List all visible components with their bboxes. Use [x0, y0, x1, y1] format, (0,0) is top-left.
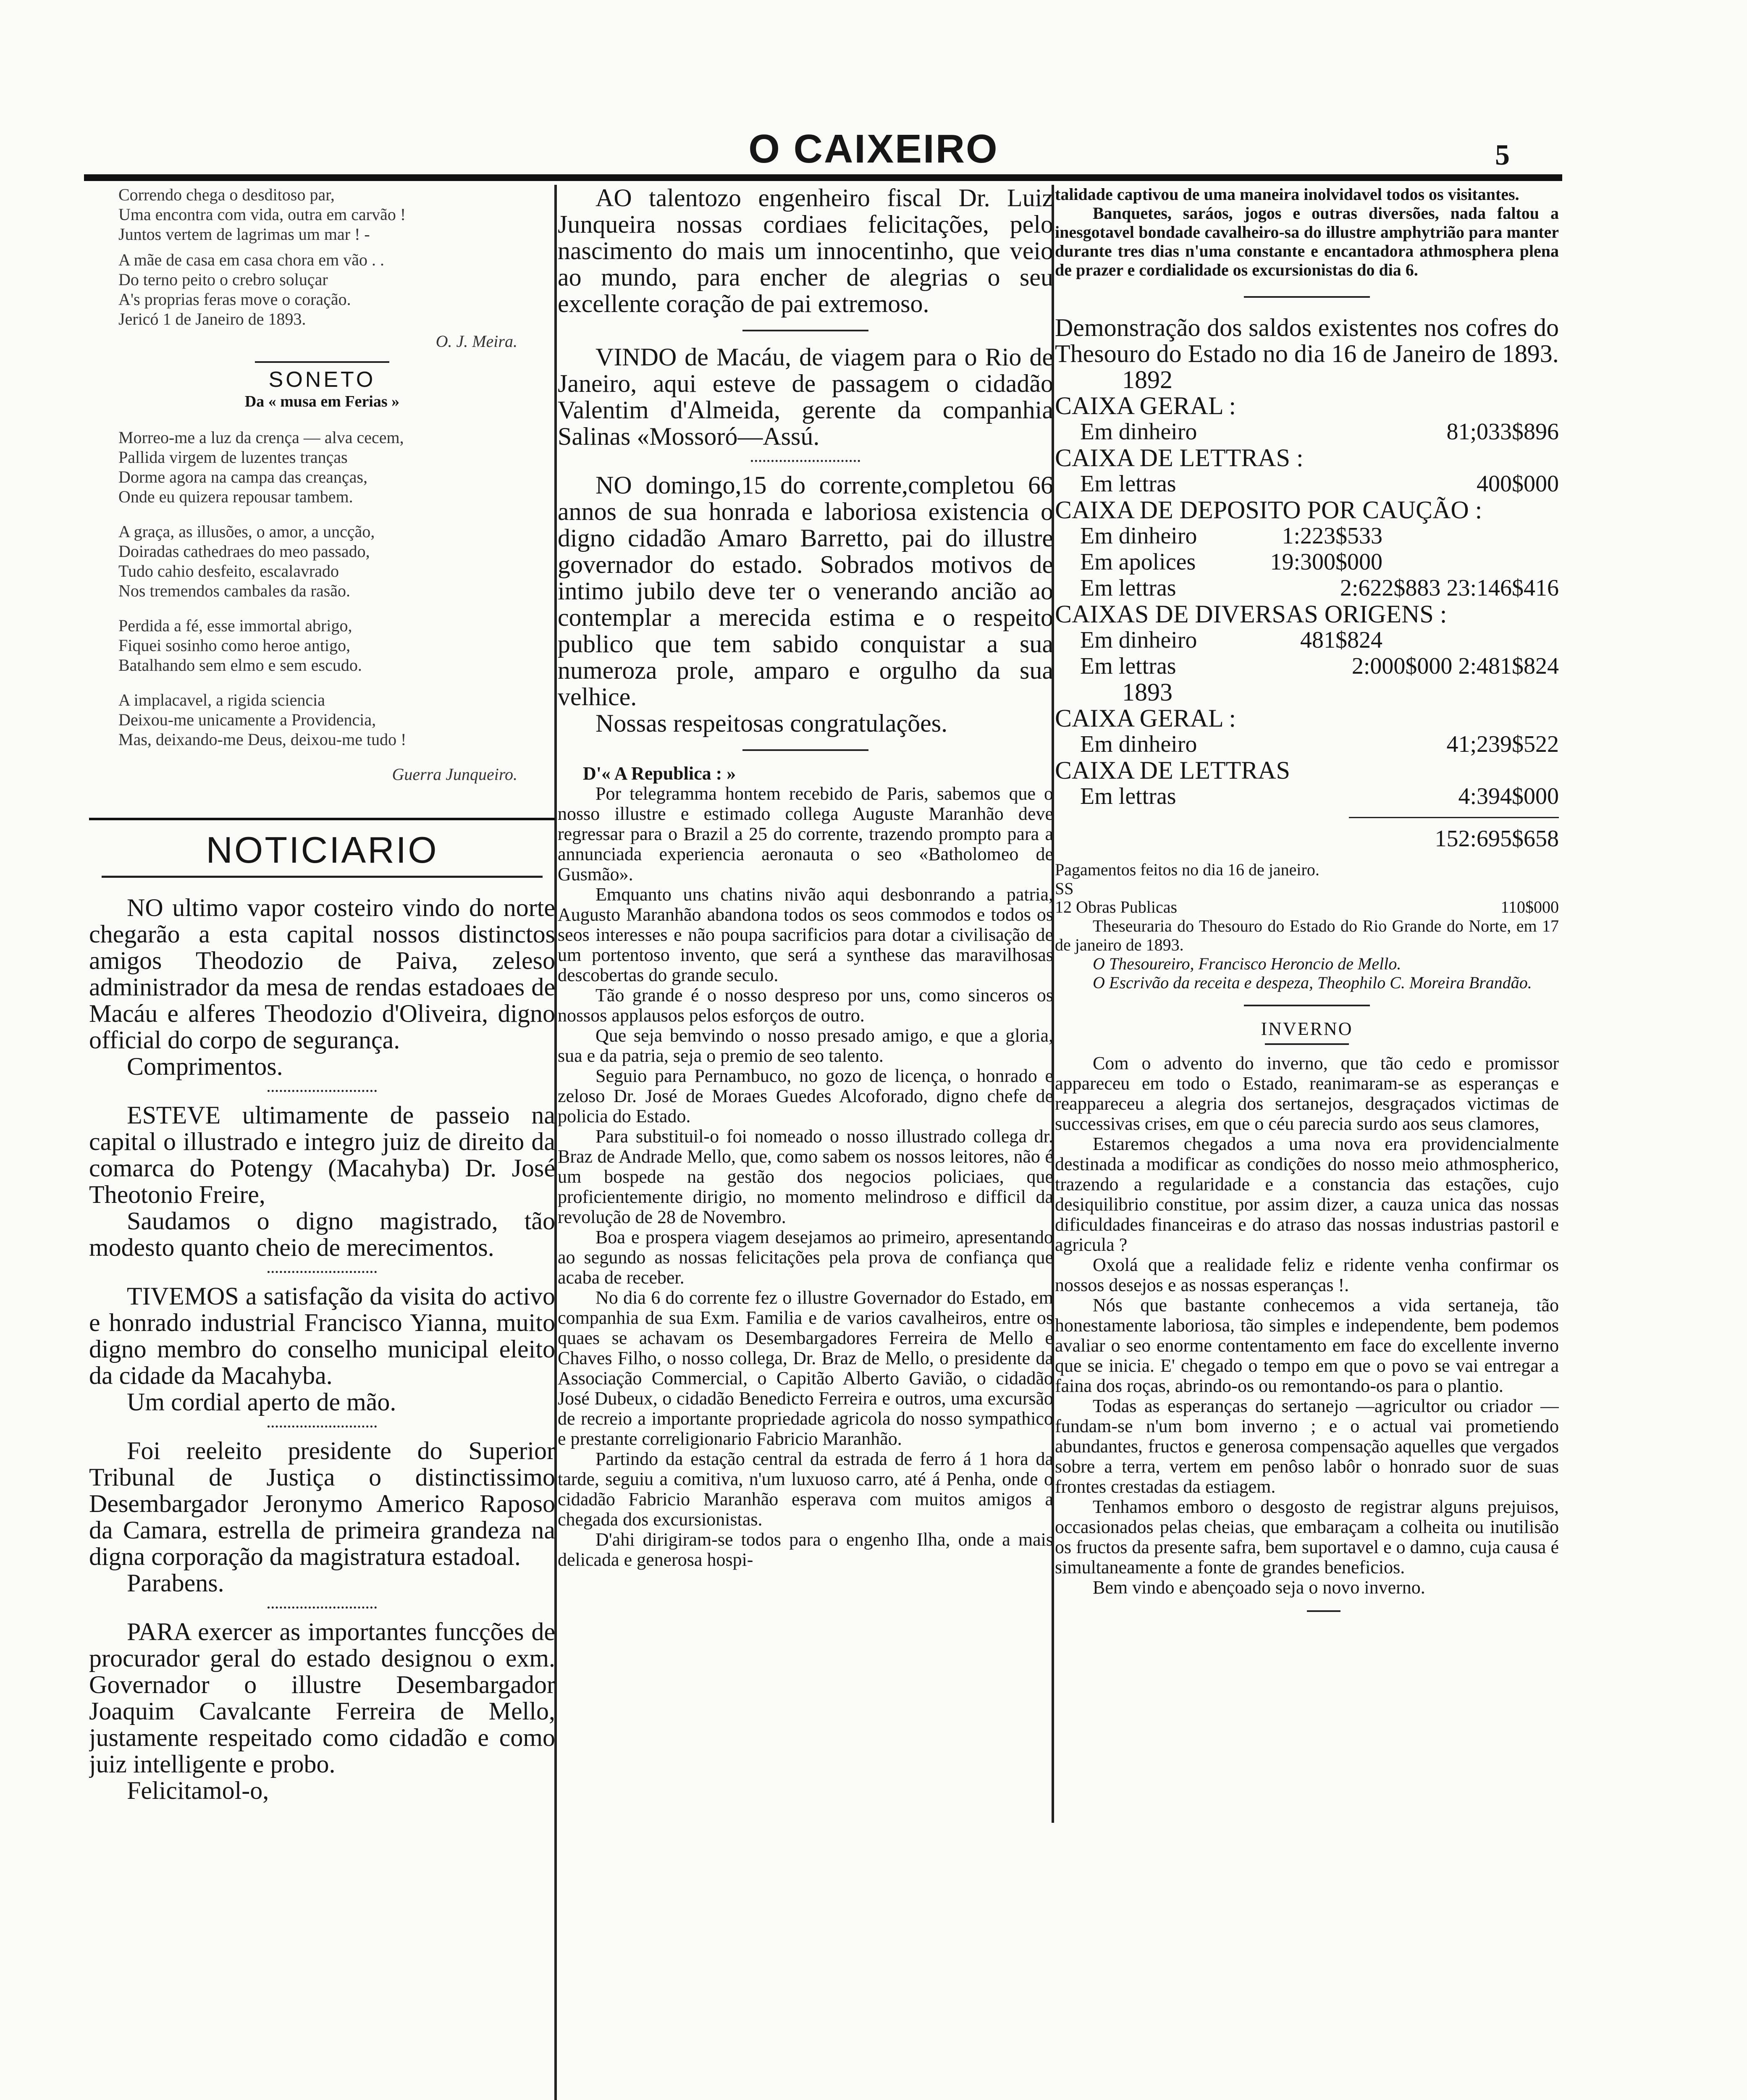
republica-paragraph: Tão grande é o nosso despreso por uns, como sinceros os nossos applausos pelos esforços de outro. [558, 985, 1053, 1026]
inverno-paragraph: Bem vindo e abençoado seja o novo inverno. [1093, 1577, 1425, 1598]
poem-line: Doiradas cathedraes do meo passado, [118, 542, 370, 561]
balance-label: Em dinheiro [1080, 731, 1197, 757]
header-rule [84, 174, 1562, 181]
balance-heading: CAIXA GERAL : [1055, 392, 1236, 420]
balance-row [1055, 523, 1559, 549]
column-2 [558, 185, 1053, 2100]
news-paragraph: NO domingo,15 do corrente,completou 66 annos de sua honrada e laboriosa existencia o digno cidadão Amaro Barretto, pai do illustre governador do estado. Sobrados motivos de intimo jubilo deve ter o venerando ancião ao contemplar a merecida estima e o respeito publico que tem sabido conquistar a sua numeroza prole, amparo e orgulho da sua velhice. [558, 471, 1053, 711]
balance-heading: CAIXA DE LETTRAS [1055, 756, 1290, 784]
payments-value: 110$000 [1500, 898, 1559, 916]
inverno-paragraph: Com o advento do inverno, que tão cedo e promissor appareceu em todo o Estado, reanimaram-se as esperanças e reappareceu a alegria dos sertanejos, desgraçados victimas de successivas crises, em que o céu parecia surdo aos seus clamores, [1055, 1053, 1559, 1134]
balance-total-row [1055, 826, 1559, 852]
republica-paragraph: Que seja bemvindo o nosso presado amigo, e que a gloria, sua e da patria, seja o premio de seo talento. [558, 1025, 1053, 1066]
newspaper-title: O CAIXEIRO [748, 126, 999, 171]
balance-heading: CAIXA GERAL : [1055, 704, 1236, 732]
divider [255, 361, 389, 363]
poem-line: Mas, deixando-me Deus, deixou-me tudo ! [118, 730, 407, 749]
poem-line: Juntos vertem de lagrimas um mar ! - [118, 225, 370, 244]
balance-statement [1055, 315, 1559, 852]
divider [1244, 1005, 1370, 1006]
republica-paragraph: Partindo da estação central da estrada de ferro á 1 hora da tarde, seguiu a comitiva, n'um luxuoso carro, até á Penha, onde o cidadão Fabricio Maranhão esperava com muitos amigos a chegada dos excursionistas. [558, 1449, 1053, 1530]
news-paragraph: Parabens. [127, 1569, 224, 1597]
balance-value: 4:394$000 [1458, 783, 1559, 809]
balance-heading: CAIXA DE DEPOSITO POR CAUÇÃO : [1055, 496, 1482, 524]
divider [742, 749, 868, 751]
balance-value: 1:223$533 [1282, 523, 1382, 549]
poem-line: Uma encontra com vida, outra em carvão ! [118, 205, 406, 224]
payments-symbol: SS [1055, 879, 1074, 898]
balance-label: Em dinheiro [1080, 523, 1197, 549]
balance-label: Em lettras [1080, 471, 1176, 497]
balance-label: Em lettras [1080, 653, 1176, 679]
section-rule [89, 818, 555, 820]
section-title-rule [102, 876, 543, 878]
poem-line: Jericó 1 de Janeiro de 1893. [118, 310, 306, 328]
poem-line: Onde eu quizera repousar tambem. [118, 487, 353, 506]
soneto-subtitle: Da « musa em Ferias » [244, 393, 400, 410]
poem-line: Pallida virgem de luzentes tranças [118, 448, 348, 467]
balance-label: Em lettras [1080, 575, 1176, 601]
divider [268, 1271, 377, 1273]
news-paragraph: PARA exercer as importantes funcções de procurador geral do estado designou o exm. Governador o illustre Desembargador Joaquim Cavalcante Ferreira de Mello, justamente respeitado como cidadão e como juiz intelligente e probo. [89, 1618, 555, 1778]
balance-row [1055, 783, 1559, 809]
republica-title: D'« A Republica : » [583, 763, 736, 784]
news-paragraph: VINDO de Macáu, de viagem para o Rio de Janeiro, aqui esteve de passagem o cidadão Valentim d'Almeida, gerente da companhia Salinas «Mossoró—Assú. [558, 343, 1053, 450]
divider [1244, 296, 1370, 298]
payments-row [1055, 898, 1559, 916]
news-paragraph: Nossas respeitosas congratulações. [595, 709, 948, 737]
poem-line: Do terno peito o crebro soluçar [118, 270, 328, 289]
divider [1265, 1043, 1349, 1045]
section-title-noticiario: NOTICIARIO [206, 829, 438, 871]
column-3 [1055, 185, 1559, 2100]
balance-value: 481$824 [1300, 627, 1382, 653]
poem-line: Tudo cahio desfeito, escalavrado [118, 562, 339, 580]
balance-row [1055, 731, 1559, 757]
news-paragraph: ESTEVE ultimamente de passeio na capital o illustrado e integro juiz de direito da comarca do Potengy (Macahyba) Dr. José Theotonio Freire, [89, 1101, 555, 1208]
balance-row [1055, 549, 1559, 575]
poem-line: A mãe de casa em casa chora em vão . . [118, 250, 385, 269]
soneto-body [118, 428, 555, 749]
republica-paragraph: Boa e prospera viagem desejamos ao primeiro, apresentando ao segundo as nossas felicitações pela prova de confiança que acaba de receber. [558, 1227, 1053, 1288]
inverno-paragraph: Oxolá que a realidade feliz e ridente venha confirmar os nossos desejos e as nossas esperanças !. [1055, 1255, 1559, 1295]
balance-year: 1893 [1122, 678, 1173, 706]
soneto-signature: Guerra Junqueiro. [392, 765, 517, 784]
poem-line: Deixou-me unicamente a Providencia, [118, 710, 376, 729]
stanza [118, 690, 555, 749]
balance-value: 81;033$896 [1446, 419, 1559, 445]
poem-line: Nos tremendos cambales da rasão. [118, 581, 351, 600]
balance-heading: CAIXA DE LETTRAS : [1055, 444, 1304, 472]
treasurer-signature: O Thesoureiro, Francisco Heroncio de Mello. [1093, 954, 1401, 973]
republica-paragraph: Para substituil-o foi nomeado o nosso illustrado collega dr. Braz de Andrade Mello, que, como sabem os nossos leitores, não é um bospede na gestão dos negocios policiaes, que proficientemente dirigio, no momento melindroso e difficil da revolução de 28 de Novembro. [558, 1126, 1053, 1227]
treasury-note: Theseuraria do Thesouro do Estado do Rio Grande do Norte, em 17 de janeiro de 1893. [1055, 916, 1559, 954]
clerk-signature: O Escrivão da receita e despeza, Theophilo C. Moreira Brandão. [1093, 973, 1532, 992]
end-mark [1307, 1610, 1340, 1612]
news-paragraph: NO ultimo vapor costeiro vindo do norte chegarão a esta capital nossos distinctos amigos Theodozio de Paiva, zeleso administrador da mesa de rendas estadoaes de Macáu e alferes Theodozio d'Oliveira, digno official do corpo de segurança. [89, 894, 555, 1054]
balance-year: 1892 [1122, 366, 1173, 394]
balance-label: Em dinheiro [1080, 627, 1197, 653]
balance-value: 41;239$522 [1446, 731, 1559, 757]
payments-title: Pagamentos feitos no dia 16 de janeiro. [1055, 860, 1319, 879]
payments-label: 12 Obras Publicas [1055, 898, 1178, 916]
balance-value: 400$000 [1477, 471, 1559, 497]
balance-title: Demonstração dos saldos existentes nos cofres do Thesouro do Estado no dia 16 de Janeiro de 1893. [1055, 314, 1559, 368]
balance-subtotal: 2:481$824 [1458, 653, 1559, 679]
republica-paragraph: Por telegramma hontem recebido de Paris, sabemos que o nosso illustre e estimado collega Auguste Maranhão deve regressar para o Brazil a 25 do corrente, trazendo prompto para a annunciada experiencia aeronauta o seo «Batholomeo de Gusmão». [558, 783, 1053, 885]
news-paragraph: Comprimentos. [127, 1053, 283, 1080]
news-paragraph: AO talentozo engenheiro fiscal Dr. Luiz Junqueira nossas cordiaes felicitações, pelo nascimento do mais um innocentinho, que veio ao mundo, para encher de alegrias o seu excellente coração de pai extremoso. [558, 185, 1053, 318]
balance-value: 2:622$883 [1340, 575, 1441, 601]
poem-line: Perdida a fé, esse immortal abrigo, [118, 616, 352, 635]
divider [268, 1090, 377, 1092]
news-paragraph: Banquetes, saráos, jogos e outras diversões, nada faltou a inesgotavel bondade cavalheiro-sa do illustre amphytrião para manter durante tres dias n'uma constante e encantadora athmosphera plena de prazer e cordialidade os excursionistas do dia 6. [1055, 204, 1559, 279]
divider [742, 330, 868, 331]
balance-label: Em apolices [1080, 549, 1196, 575]
news-paragraph: Saudamos o digno magistrado, tão modesto quanto cheio de merecimentos. [89, 1207, 555, 1261]
balance-row [1055, 471, 1559, 497]
stanza [118, 616, 555, 675]
news-paragraph: TIVEMOS a satisfação da visita do activo e honrado industrial Francisco Yianna, muito digno membro do conselho municipal eleito da cidade da Macahyba. [89, 1282, 555, 1389]
republica-paragraph: D'ahi dirigiram-se todos para o engenho Ilha, onde a mais delicada e generosa hospi- [558, 1529, 1053, 1570]
balance-label: Em dinheiro [1080, 419, 1197, 445]
column-1 [89, 185, 555, 2100]
poem-line: A graça, as illusões, o amor, a uncção, [118, 522, 375, 541]
balance-value: 19:300$000 [1270, 549, 1382, 575]
poem-line: Dorme agora na campa das creanças, [118, 467, 368, 486]
inverno-title: INVERNO [1261, 1018, 1353, 1039]
poem-line: A implacavel, a rigida sciencia [118, 690, 325, 709]
news-continuation: talidade captivou de uma maneira inolvidavel todos os visitantes. [1055, 185, 1519, 204]
divider [751, 460, 860, 462]
inverno-paragraph: Estaremos chegados a uma nova era providencialmente destinada a modificar as condições do nosso meio athmospherico, trazendo a regularidade e a constancia das estações, cujo desiquilibrio constitue, por assim dizer, a cauza unica das nossas dificuldades financeiras e do atraso das nossas industrias pastoril e agricula ? [1055, 1134, 1559, 1255]
balance-row [1055, 627, 1559, 653]
balance-grand-total: 152:695$658 [1435, 826, 1559, 852]
balance-row [1055, 419, 1559, 445]
poem-line: Morreo-me a luz da crença — alva cecem, [118, 428, 404, 447]
republica-paragraph: No dia 6 do corrente fez o illustre Governador do Estado, em companhia de sua Exm. Familia e de varios cavalheiros, entre os quaes se achavam os Desembargadores Ferreira de Mello e Chaves Filho, o nosso collega, Dr. Braz de Mello, o presidente da Associação Commercial, o Capitão Alberto Gavião, o cidadão José Dubeux, o cidadão Benedicto Ferreira e outros, uma excursão de recreio a importante propriedade agricola do nosso sympathico e prestante correligionario Fabricio Maranhão. [558, 1287, 1053, 1449]
balance-row [1055, 575, 1559, 601]
divider [268, 1606, 377, 1609]
poem-top [118, 185, 555, 329]
poem-line: Batalhando sem elmo e sem escudo. [118, 656, 362, 675]
divider [268, 1425, 377, 1428]
poem-line: Fiquei sosinho como heroe antigo, [118, 636, 351, 655]
stanza [118, 522, 555, 601]
balance-value: 2:000$000 [1351, 653, 1453, 679]
total-rule [1349, 817, 1559, 818]
news-paragraph: Foi reeleito presidente do Superior Tribunal de Justiça o distinctissimo Desembargador Jeronymo Americo Raposo da Camara, estrella de primeira grandeza na digna corporação da magistratura estadoal. [89, 1437, 555, 1570]
poem-line: A's proprias feras move o coração. [118, 290, 351, 309]
balance-subtotal: 23:146$416 [1446, 575, 1559, 601]
balance-row [1055, 653, 1559, 679]
inverno-paragraph: Nós que bastante conhecemos a vida sertaneja, tão honestamente laboriosa, tão simples e independente, bem podemos avaliar o seo enorme contentamento em face do excellente inverno que se inicia. E' chegado o tempo em que o povo se vai entregar a faina dos roças, abrindo-os ou remontando-os para o plantio. [1055, 1295, 1559, 1396]
inverno-paragraph: Tenhamos emboro o desgosto de registrar alguns prejuisos, occasionados pelas cheias, que embaraçam a colheita ou inutilisão os fructos da presente safra, bem suportavel e o damno, cuja causa é simultaneamente a fonte de grandes beneficios. [1055, 1496, 1559, 1578]
inverno-paragraph: Todas as esperanças do sertanejo —agricultor ou criador —fundam-se n'um bom inverno ; e o actual vai prometiendo abundantes, fructos e generosa compensação aquelles que vergados sobre a terra, vertem em penôso labôr o honrado suor de suas frontes crestadas da estiagem. [1055, 1396, 1559, 1497]
news-paragraph: Felicitamol-o, [127, 1777, 269, 1804]
soneto-title: SONETO [268, 368, 376, 392]
republica-paragraph: Seguio para Pernambuco, no gozo de licença, o honrado e zeloso Dr. José de Moraes Guedes Alcoforado, digno chefe de policia do Estado. [558, 1066, 1053, 1126]
poem-line: Correndo chega o desditoso par, [118, 185, 335, 204]
balance-label: Em lettras [1080, 783, 1176, 809]
news-paragraph: Um cordial aperto de mão. [127, 1388, 396, 1416]
stanza [118, 428, 555, 507]
balance-heading: CAIXAS DE DIVERSAS ORIGENS : [1055, 600, 1447, 628]
page-number: 5 [1495, 139, 1510, 171]
republica-paragraph: Emquanto uns chatins nivão aqui desbonrando a patria, Augusto Maranhão abandona todos os seos commodos e todos os seos interesses e não poupa sacrificios para dotar a civilisação de um portentoso invento, que será a synthese das maravilhosas descobertas do grande seculo. [558, 884, 1053, 985]
poem-signature: O. J. Meira. [435, 332, 517, 351]
